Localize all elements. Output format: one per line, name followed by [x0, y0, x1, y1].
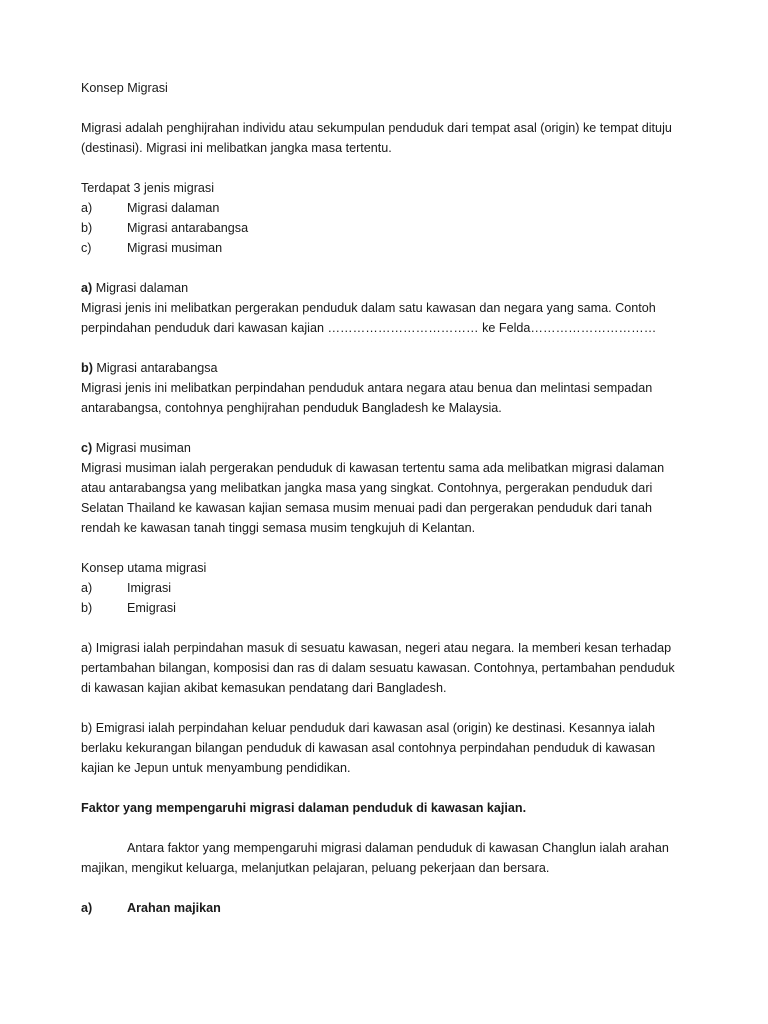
types-heading: Terdapat 3 jenis migrasi: [81, 181, 214, 195]
list-marker: b): [81, 221, 93, 235]
paragraph-line: Selatan Thailand ke kawasan kajian semasa musim menuai padi dan pergerakan penduduk dari tanah: [81, 501, 653, 515]
paragraph-line: Migrasi musiman ialah pergerakan penduduk di kawasan tertentu sama ada melibatkan migrasi dalaman: [81, 461, 665, 475]
list-item: [81, 198, 701, 218]
factors-heading: Faktor yang mempengaruhi migrasi dalaman penduduk di kawasan kajian.: [81, 801, 527, 815]
spacer: [81, 98, 701, 118]
intro-line: Migrasi adalah penghijrahan individu atau sekumpulan penduduk dari tempat asal (origin) ke tempat dituju: [81, 121, 672, 135]
spacer: [81, 538, 701, 558]
spacer: [81, 618, 701, 638]
intro-line: (destinasi). Migrasi ini melibatkan jangka masa tertentu.: [81, 141, 392, 155]
section-heading-musiman: [81, 438, 701, 458]
paragraph-line: rendah ke kawasan tanah tinggi semasa musim tengkujuh di Kelantan.: [81, 521, 476, 535]
list-marker: a): [81, 901, 93, 915]
section-heading-antarabangsa: [81, 358, 701, 378]
list-marker: b): [81, 601, 93, 615]
paragraph-line: pertambahan bilangan, komposisi dan ras di dalam sesuatu kawasan. Contohnya, pertambahan penduduk: [81, 661, 675, 675]
section-heading-text: Migrasi dalaman: [92, 281, 189, 295]
page-title: Konsep Migrasi: [81, 81, 168, 95]
list-label: Migrasi musiman: [127, 241, 223, 255]
section-heading-dalaman: [81, 278, 701, 298]
section-marker: b): [81, 361, 93, 375]
list-item: [81, 218, 701, 238]
paragraph-line: Antara faktor yang mempengaruhi migrasi dalaman penduduk di kawasan Changlun ialah arahan: [127, 841, 669, 855]
paragraph-line: Migrasi jenis ini melibatkan perpindahan penduduk antara negara atau benua dan melintasi sempadan: [81, 381, 653, 395]
section-heading-text: Migrasi antarabangsa: [92, 361, 218, 375]
paragraph-line: b) Emigrasi ialah perpindahan keluar penduduk dari kawasan asal (origin) ke destinasi. Kesannya ialah: [81, 721, 656, 735]
paragraph-line: antarabangsa, contohnya penghijrahan penduduk Bangladesh ke Malaysia.: [81, 401, 502, 415]
list-marker: a): [81, 581, 93, 595]
paragraph-line: Migrasi jenis ini melibatkan pergerakan penduduk dalam satu kawasan dan negara yang sama. Contoh: [81, 301, 656, 315]
list-item: [81, 578, 701, 598]
concepts-heading: Konsep utama migrasi: [81, 561, 207, 575]
paragraph-line: atau antarabangsa yang melibatkan jangka masa yang singkat. Contohnya, pergerakan penduduk dari: [81, 481, 653, 495]
list-item: [81, 598, 701, 618]
spacer: [81, 258, 701, 278]
spacer: [81, 698, 701, 718]
spacer: [81, 878, 701, 898]
list-label: Imigrasi: [127, 581, 172, 595]
section-heading-text: Migrasi musiman: [92, 441, 191, 455]
document-page: [81, 78, 701, 918]
paragraph-line: kajian ke Jepun untuk menyambung pendidikan.: [81, 761, 351, 775]
factor-heading-arahan: [81, 898, 701, 918]
paragraph-line: perpindahan penduduk dari kawasan kajian ……………………………… ke Felda…………………………: [81, 321, 657, 335]
paragraph-line: berlaku kekurangan bilangan penduduk di kawasan asal contohnya perpindahan penduduk di kawasan: [81, 741, 656, 755]
list-marker: c): [81, 241, 92, 255]
list-label: Migrasi dalaman: [127, 201, 220, 215]
spacer: [81, 778, 701, 798]
paragraph-line: a) Imigrasi ialah perpindahan masuk di sesuatu kawasan, negeri atau negara. Ia memberi kesan terhadap: [81, 641, 672, 655]
spacer: [81, 818, 701, 838]
paragraph-line: di kawasan kajian akibat kemasukan pendatang dari Bangladesh.: [81, 681, 447, 695]
list-label: Emigrasi: [127, 601, 176, 615]
list-item: [81, 238, 701, 258]
list-marker: a): [81, 201, 93, 215]
paragraph-line: majikan, mengikut keluarga, melanjutkan pelajaran, peluang pekerjaan dan bersara.: [81, 861, 550, 875]
spacer: [81, 418, 701, 438]
section-marker: c): [81, 441, 93, 455]
list-label: Arahan majikan: [127, 901, 221, 915]
section-marker: a): [81, 281, 93, 295]
list-label: Migrasi antarabangsa: [127, 221, 249, 235]
spacer: [81, 158, 701, 178]
spacer: [81, 338, 701, 358]
